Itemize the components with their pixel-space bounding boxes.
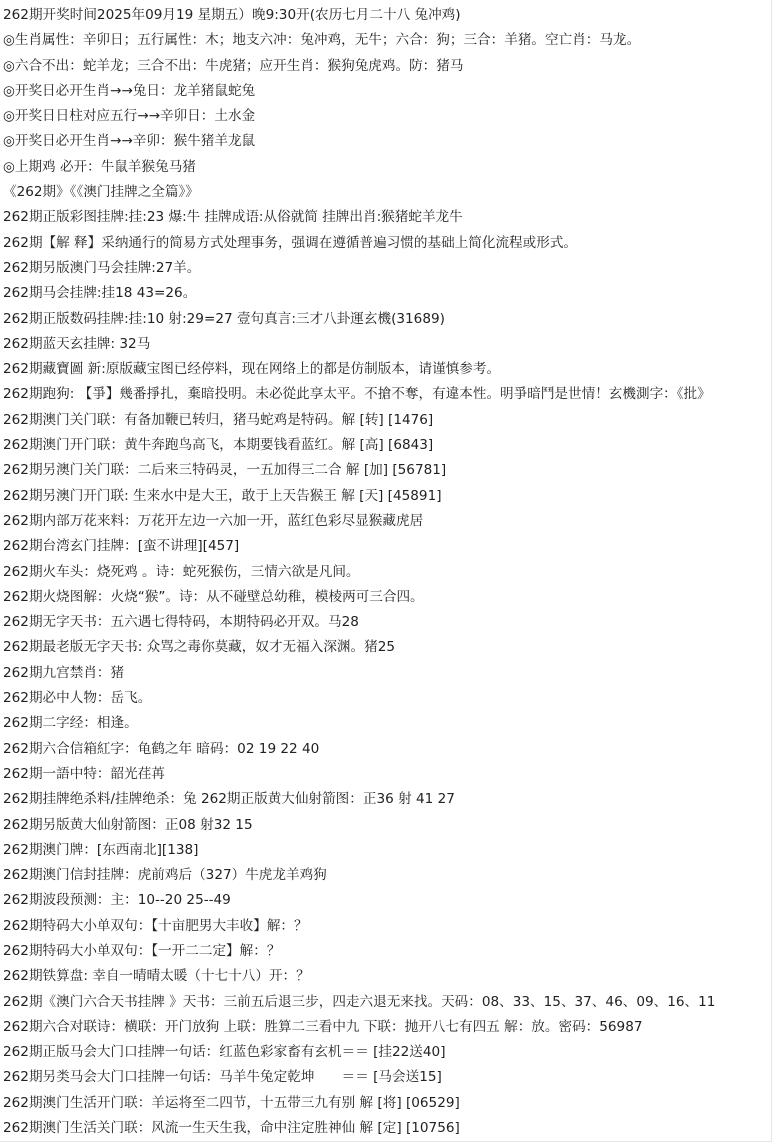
text-line: ◎生肖属性：辛卯日；五行属性：木；地支六冲：兔冲鸡，无牛；六合：狗；三合：羊猪。空亡肖：马龙。 <box>3 32 641 49</box>
text-line: 262期内部万花来料：万花开左边一六加一开，蓝红色彩尽显猴藏虎居 <box>3 512 424 529</box>
text-line: 262期二字经：相逢。 <box>3 715 138 732</box>
text-line: 262期特码大小单双句：【十亩肥男大丰收】解：？ <box>3 917 308 934</box>
text-line: 《262期》《《澳门挂牌之全篇》》 <box>3 184 199 201</box>
text-line: 262期一語中特：韶光荏苒 <box>3 765 165 782</box>
text-line: 262期无字天书：五六遇七得特码，本期特码必开双。马28 <box>3 614 359 631</box>
text-line: 262期正版数码挂牌:挂:10 射:29=27 壹句真言:三才八卦運玄機(31689) <box>3 310 445 327</box>
text-line: 262期藏寶圖 新:原版藏宝图已经停料，现在网络上的都是仿制版本，请谨慎参考。 <box>3 361 501 378</box>
text-line: 262期特码大小单双句：【一开二二定】解：？ <box>3 942 281 959</box>
text-line: ◎开奖日必开生肖→→辛卯：猴牛猪羊龙鼠 <box>3 133 256 150</box>
text-line: ◎开奖日日柱对应五行→→辛卯日：土水金 <box>3 108 256 125</box>
text-line: 262期六合信箱紅字：龟鹤之年 暗码：02 19 22 40 <box>3 740 320 757</box>
text-line: 262期另版澳门马会挂牌:27羊。 <box>3 259 201 276</box>
text-line: 262期六合对联诗：横联：开门放狗 上联：胜算二三看中九 下联：抛开八七有四五 解：放。密码：56987 <box>3 1018 643 1035</box>
post-text-block <box>3 3 771 1141</box>
text-line: 262期澳门生活开门联：羊运将至二四节，十五带三九有别 解 [将] [06529] <box>3 1094 460 1111</box>
text-line: 262期澳门关门联：有备加鞭已转归，猪马蛇鸡是特码。解 [转] [1476] <box>3 411 434 428</box>
text-line: 262期澳门信封挂牌：虎前鸡后（327）牛虎龙羊鸡狗 <box>3 867 327 884</box>
text-line: 262期正版彩图挂牌:挂:23 爆:牛 挂牌成语:从俗就简 挂牌出肖:猴猪蛇羊龙牛 <box>3 209 463 226</box>
text-line: 262期挂牌绝杀料/挂牌绝杀：兔 262期正版黄大仙射箭图：正36 射 41 27 <box>3 791 455 808</box>
text-line: 262期火烧图解：火烧“猴”。诗：从不碰壁总幼稚，模棱两可三合四。 <box>3 588 424 605</box>
text-line: 262期马会挂牌:挂18 43=26。 <box>3 285 197 302</box>
text-line: 262期澳门牌：[东西南北][138] <box>3 841 199 858</box>
text-line: 262期跑狗: 【爭】幾番掙扎，棄暗投明。未必從此享太平。不搶不奪，有違本性。明爭暗鬥是世情！玄機測字：《批》 <box>3 386 711 403</box>
text-line: 262期最老版无字天书: 众骂之毒你莫藏，奴才无福入深渊。猪25 <box>3 639 395 656</box>
text-line: 262期《澳门六合天书挂牌 》天书：三前五后退三步，四走六退无来找。天码：08、33、15、37、46、09、16、11 <box>3 993 716 1010</box>
text-line: 262期澳门开门联：黄牛奔跑鸟高飞，本期要钱看蓝红。解 [高] [6843] <box>3 437 434 454</box>
text-line: 262期另澳门关门联：二后来三特码灵，一五加得三二合 解 [加] [56781] <box>3 462 447 479</box>
text-line: ◎上期鸡 必开：牛鼠羊猴兔马猪 <box>3 158 196 175</box>
text-line: 262期波段预测：主：10--20 25--49 <box>3 892 231 909</box>
text-line: 262期火车头：烧死鸡 。诗：蛇死猴伤，三情六欲是凡间。 <box>3 563 360 580</box>
text-line: 262期铁算盘: 幸自一晴晴太暖（十七十八）开：？ <box>3 968 310 985</box>
text-line: 262期必中人物：岳飞。 <box>3 690 152 707</box>
text-line: 262期九宫禁肖：猪 <box>3 664 125 681</box>
text-line: 262期另澳门开门联: 生来水中是大王，敢于上天告猴王 解 [天] [45891] <box>3 487 442 504</box>
text-line: 262期澳门生活关门联：风流一生天生我，命中注定胜神仙 解 [定] [10756] <box>3 1120 460 1137</box>
text-line: 262期另类马会大门口挂牌一句话：马羊牛兔定乾坤 ＝＝ [马会送15] <box>3 1069 442 1086</box>
text-line: ◎开奖日必开生肖→→兔日：龙羊猪鼠蛇兔 <box>3 82 256 99</box>
text-line: 262期另版黄大仙射箭图：正08 射32 15 <box>3 816 253 833</box>
text-line: 262期开奖时间2025年09月19 星期五）晚9:30开(农历七月二十八 兔冲鸡) <box>3 7 461 23</box>
text-line: 262期【解 释】采纳通行的简易方式处理事务，强调在遵循普遍习惯的基础上简化流程或形式。 <box>3 234 578 251</box>
text-line: ◎六合不出：蛇羊龙；三合不出：牛虎猪；应开生肖：猴狗兔虎鸡。防：猪马 <box>3 57 464 74</box>
text-line: 262期蓝天玄挂牌: 32马 <box>3 335 151 352</box>
text-line: 262期台湾玄门挂牌：[蛮不讲理][457] <box>3 538 240 555</box>
text-line: 262期正版马会大门口挂牌一句话：红蓝色彩家畜有玄机＝＝ [挂22送40] <box>3 1044 446 1061</box>
